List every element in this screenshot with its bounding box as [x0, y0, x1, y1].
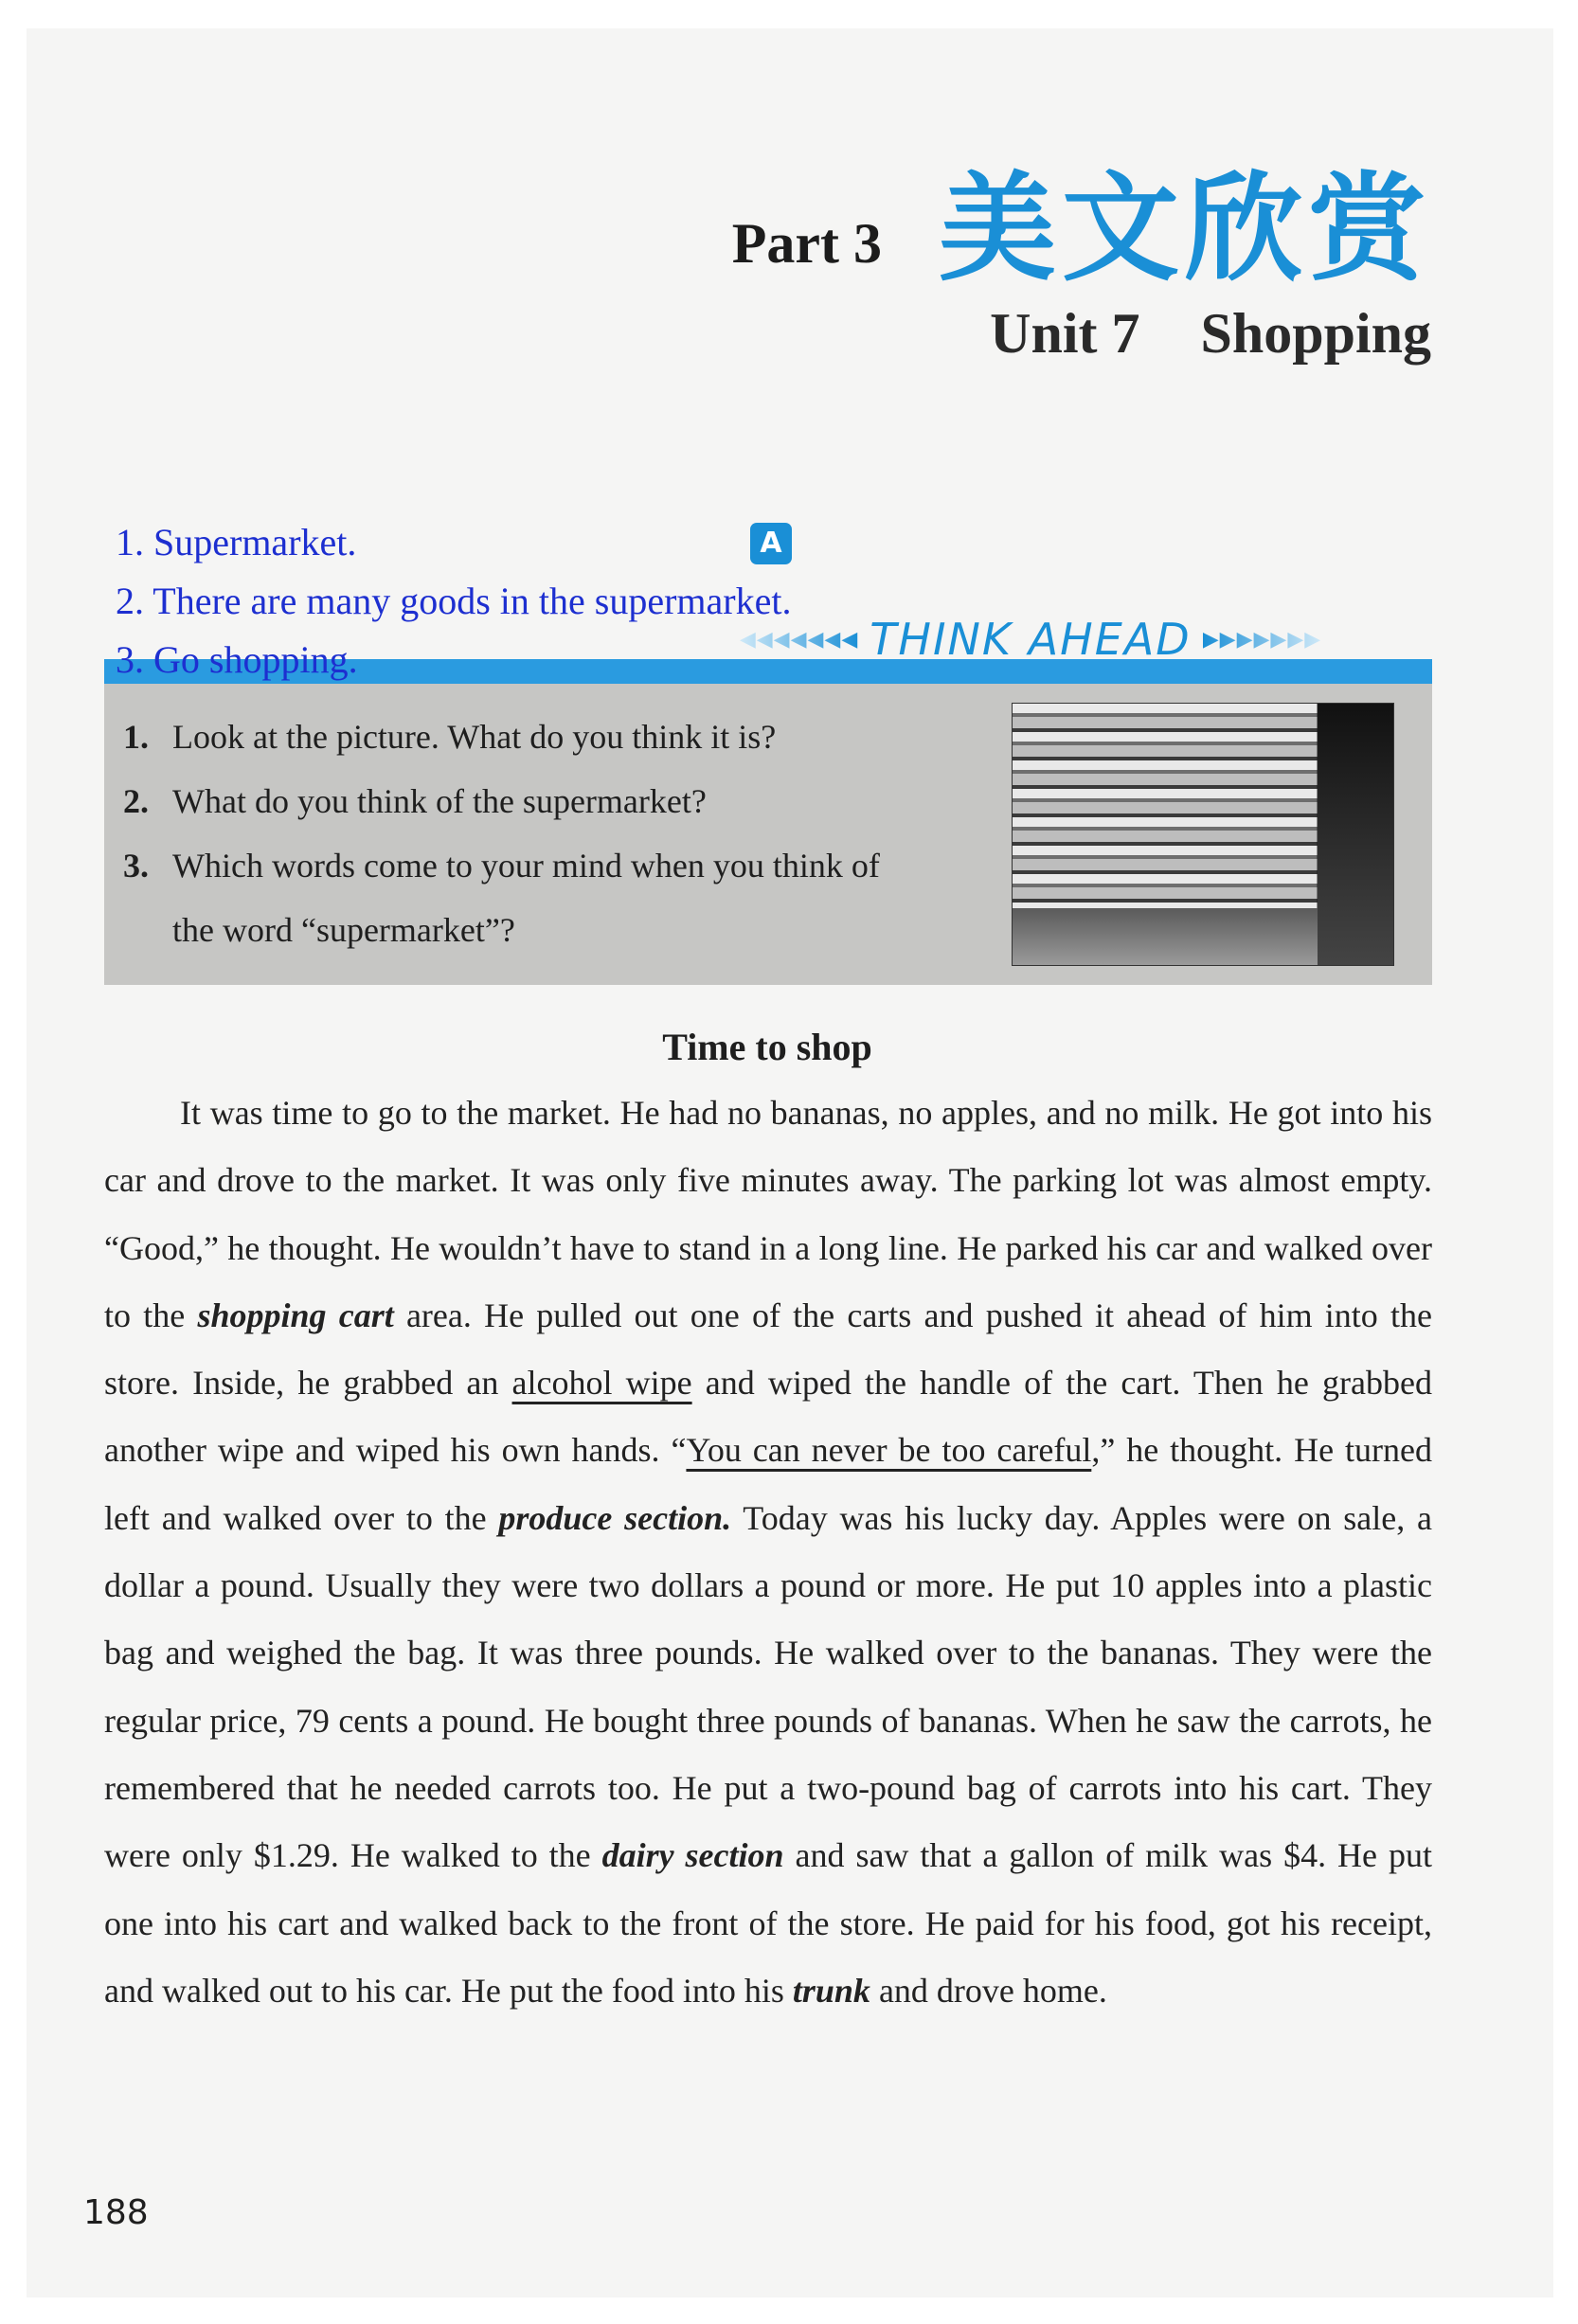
story-text: It was time to go to the market. He had no bananas, no apples, and no milk. He got into his car and drove to the market. It was only five minutes away. The parking lot was almost empty. “Good,” he thought. He wouldn’t have to stand in a long line. He parked his car and walked over to the	[104, 1094, 1432, 1334]
right-arrows-icon: ▶▶▶▶▶▶▶	[1202, 627, 1322, 652]
term-trunk: trunk	[792, 1971, 870, 2010]
underline-alcohol-wipe: alcohol wipe	[511, 1364, 692, 1403]
section-a-badge: A	[750, 523, 792, 564]
question-1	[123, 705, 1004, 769]
unit-name: Shopping	[1200, 302, 1431, 365]
question-2	[123, 769, 1004, 833]
question-number: 2.	[123, 782, 149, 820]
part-label: Part 3	[731, 212, 882, 275]
story-body	[104, 1080, 1432, 2025]
photo-aisle	[1318, 704, 1393, 965]
story-text: ,” he thought. He turned left and walked over to the	[104, 1431, 1432, 1537]
story-text: Today was his lucky day. Apples were on sale, a dollar a pound. Usually they were two dollars a pound or more. He put 10 apples into a plastic bag and weighed the bag. It was three pounds. He walked over to the bananas. They were the regular price, 79 cents a pound. He bought three pounds of bananas. When he saw the carrots, he remembered that he needed carrots too. He put a two-pound bag of carrots into his cart. They were only $1.29. He walked to the	[104, 1498, 1433, 1875]
question-text: Which words come to your mind when you think of	[172, 847, 880, 885]
question-number: 1.	[123, 718, 149, 756]
left-arrows-icon: ◀◀◀◀◀◀◀	[739, 627, 859, 652]
term-shopping-cart: shopping cart	[197, 1296, 394, 1334]
question-number: 3.	[123, 847, 149, 885]
story-text: and wiped the handle of the cart. Then he grabbed another wipe and wiped his own hands. “	[104, 1364, 1432, 1470]
answer-3: 3. Go shopping.	[116, 638, 358, 681]
term-produce-section: produce section.	[498, 1498, 732, 1537]
story-title: Time to shop	[662, 1026, 872, 1068]
answer-2: 2. There are many goods in the supermarket.	[116, 580, 792, 622]
part-row	[731, 161, 1431, 297]
unit-label: Unit 7	[990, 302, 1140, 365]
question-text: What do you think of the supermarket?	[172, 782, 707, 820]
section-title-cn: 美文欣赏	[938, 161, 1431, 297]
answer-1: 1. Supermarket.	[116, 521, 357, 563]
supermarket-photo	[1012, 703, 1394, 966]
underline-quote: You can never be too careful	[686, 1431, 1092, 1470]
term-dairy-section: dairy section	[601, 1836, 784, 1875]
page-header	[731, 161, 1431, 366]
story-text: and saw that a gallon of milk was $4. He put one into his cart and walked back to the front of the store. He paid for his food, got his receipt, and walked out to his car. He put the food into his	[104, 1836, 1432, 2010]
handwritten-answers	[116, 513, 791, 689]
story-text: area. He pulled out one of the carts and pushed it ahead of him into the store. Inside, he grabbed an	[104, 1296, 1433, 1403]
question-text: Look at the picture. What do you think it is?	[172, 718, 777, 756]
question-3-continued: the word “supermarket”?	[172, 911, 515, 949]
question-3	[123, 833, 1004, 898]
page-number: 188	[83, 2193, 149, 2232]
think-ahead-box	[104, 684, 1432, 985]
question-list	[123, 705, 1004, 962]
story-text: and drove home.	[870, 1971, 1107, 2010]
unit-title	[732, 301, 1431, 366]
think-ahead-title: THINK AHEAD	[870, 614, 1192, 665]
